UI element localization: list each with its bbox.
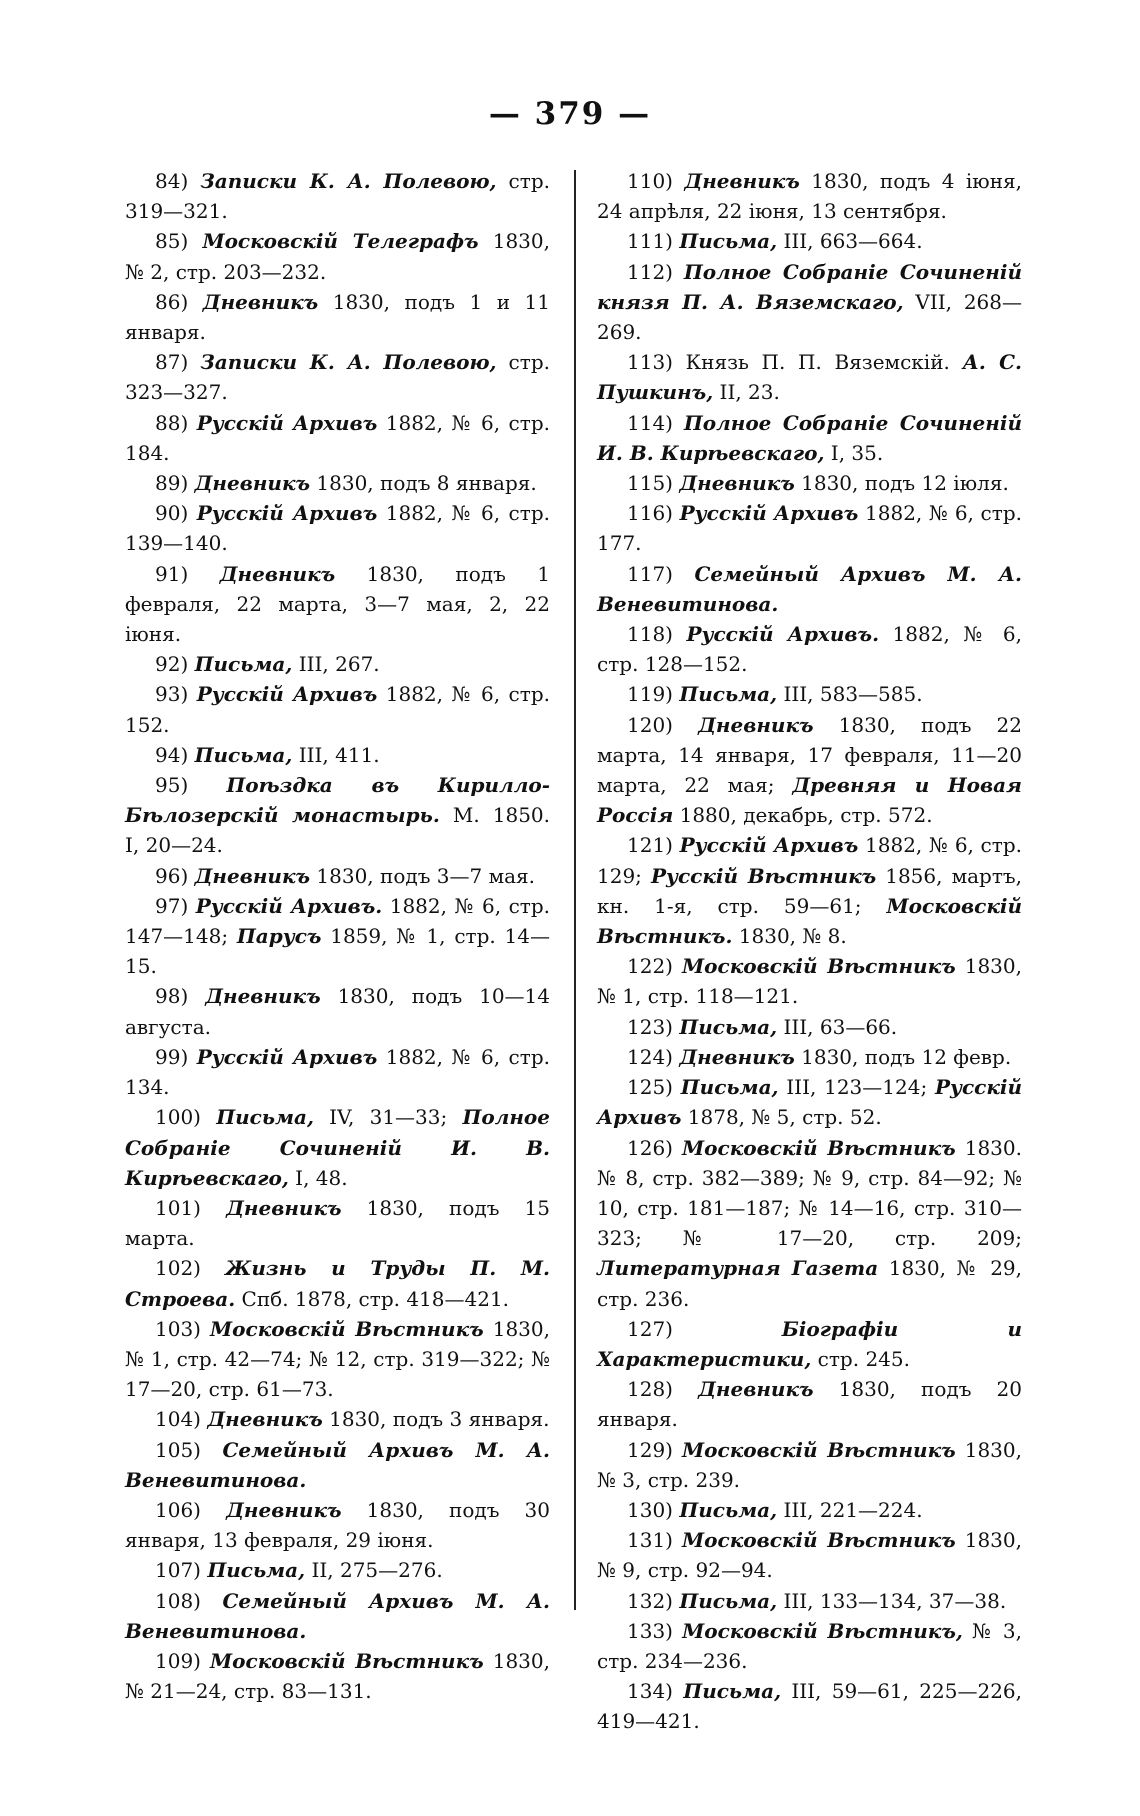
footnote-text: III, 411. [292, 742, 380, 767]
footnote [597, 408, 1022, 468]
footnote-number: 127) [627, 1316, 782, 1341]
footnote-text: № 3, стр. 234—236. [597, 1618, 1022, 1673]
footnote-text: 1830, подъ 22 марта, 14 января, 17 февраля, 11—20 марта, 22 мая; [597, 712, 1023, 798]
footnote [125, 1586, 550, 1646]
footnote-title: Дневникъ [205, 984, 321, 1009]
footnote-number: 92) [155, 652, 195, 677]
footnote [597, 498, 1022, 558]
footnote-title: Русскій Архивъ [196, 1044, 378, 1069]
footnote-number: 124) [627, 1044, 680, 1069]
footnote [597, 1616, 1022, 1676]
footnote-text: 1830, подъ 12 іюля. [794, 471, 1009, 496]
footnote-title: А. С. Пушкинъ, [597, 350, 1022, 405]
footnote-text: I, 35. [824, 440, 884, 465]
footnote-number: 118) [627, 622, 687, 647]
footnote-title: Письма, [679, 1588, 778, 1613]
footnote-number: 130) [627, 1497, 680, 1522]
footnote [597, 679, 1022, 709]
footnote-number: 117) [627, 561, 695, 586]
footnote-number: 103) [155, 1316, 211, 1341]
footnote-text: III, 123—124; [778, 1075, 935, 1100]
footnote-text: 1830, подъ 20 января. [597, 1377, 1023, 1432]
footnote-text: 1830, подъ 10—14 августа. [125, 984, 551, 1039]
footnote-title: Письма, [679, 1014, 778, 1039]
footnote [597, 1314, 1022, 1374]
footnote-text: М. 1850. I, 20—24. [125, 803, 550, 858]
footnote-title: Дневникъ [698, 712, 814, 737]
footnote-text: III, 59—61, 225—226, 419—421. [597, 1679, 1022, 1734]
footnote-text: стр. 319—321. [125, 169, 550, 224]
footnote-title: Русскій Архивъ [597, 1075, 1022, 1130]
footnote-number: 102) [155, 1256, 226, 1281]
footnote-title: Семейный Архивъ М. А. Веневитинова. [597, 561, 1022, 616]
footnote-title: Древняя и Новая Россія [597, 773, 1022, 828]
footnote-text: III, 663—664. [777, 229, 923, 254]
footnote [597, 468, 1022, 498]
footnote-text: Князь П. П. Вяземскій. [685, 350, 963, 375]
footnote [125, 166, 550, 226]
footnote-text: IV, 31—33; [313, 1105, 463, 1130]
footnote-title: Дневникъ [684, 169, 800, 193]
footnote-number: 132) [627, 1588, 680, 1613]
footnote-title: Русскій Архивъ [679, 833, 859, 858]
footnote [597, 1012, 1022, 1042]
footnote-number: 114) [627, 410, 684, 435]
footnote-title: Полное Собраніе Сочиненій князя П. А. Вяземскаго, [597, 259, 1022, 314]
footnote-title: Дневникъ [698, 1377, 814, 1402]
footnote-text: 1830, подъ 30 января, 13 февраля, 29 іюня. [125, 1497, 551, 1553]
footnote-title: Письма, [679, 682, 778, 707]
footnote-text: 1830, № 1, стр. 118—121. [597, 954, 1022, 1009]
footnote-title: Дневникъ [226, 1195, 342, 1220]
footnote-title: Письма, [683, 1679, 782, 1704]
footnote-title: Дневникъ [194, 471, 311, 496]
footnote-number: 125) [627, 1075, 681, 1100]
footnote-number: 90) [155, 501, 197, 526]
footnote-title: Письма, [207, 1558, 306, 1583]
footnote [125, 468, 550, 498]
footnote-text: III, 63—66. [777, 1014, 898, 1039]
footnote [125, 679, 550, 739]
footnote-number: 101) [155, 1195, 227, 1220]
footnote-title: Московскій Вѣстникъ, [682, 1618, 963, 1643]
footnote-title: Парусъ [236, 924, 322, 949]
footnote-text: 1830, подъ 3 января. [322, 1407, 550, 1432]
footnote-title: Письма, [216, 1105, 314, 1130]
footnote-number: 86) [155, 289, 203, 314]
footnote [125, 1646, 550, 1706]
footnote-text: 1882, № 6, стр. 129; [597, 833, 1022, 888]
footnote-title: Письма, [679, 229, 778, 254]
footnote-text: 1882, № 6, стр. 147—148; [125, 893, 551, 949]
footnote [125, 1042, 550, 1102]
footnote-text: 1880, декабрь, стр. 572. [673, 803, 933, 828]
footnote-number: 126) [627, 1135, 683, 1160]
footnote-number: 111) [627, 229, 680, 254]
footnote [597, 347, 1022, 407]
footnote [125, 861, 550, 891]
footnote-number: 100) [155, 1105, 217, 1130]
footnote [125, 1102, 550, 1193]
footnote-title: Русскій Архивъ. [195, 893, 383, 918]
footnote-title: Русскій Вѣстникъ [651, 863, 877, 888]
footnote [597, 1042, 1022, 1072]
footnote-text: 1830, подъ 1 и 11 января. [125, 289, 550, 345]
footnote [597, 1495, 1022, 1525]
footnote-number: 85) [155, 229, 203, 254]
footnote-text: 1830. № 8, стр. 382—389; № 9, стр. 84—92; № 10, стр. 181—187; № 14—16, стр. 310—323; № 17—20, стр. 209; [597, 1135, 1022, 1251]
footnote-title: Письма, [679, 1497, 778, 1522]
footnote-text: стр. 323—327. [125, 350, 550, 405]
footnote [125, 408, 550, 468]
footnote-text: 1859, № 1, стр. 14—15. [125, 924, 550, 979]
footnote-text: 1830, № 21—24, стр. 83—131. [125, 1648, 550, 1704]
footnote [125, 226, 550, 286]
footnote-number: 94) [155, 742, 195, 767]
footnote [125, 559, 550, 650]
footnote-text: 1830, № 9, стр. 92—94. [597, 1528, 1022, 1583]
footnote-text: 1882, № 6, стр. 177. [597, 501, 1022, 556]
footnote-title: Письма, [680, 1075, 779, 1100]
footnote [597, 226, 1022, 256]
footnote-title: Дневникъ [219, 561, 336, 586]
footnote-title: Русскій Архивъ. [686, 622, 880, 647]
footnote-number: 95) [155, 773, 227, 798]
footnote-title: Дневникъ [226, 1497, 342, 1522]
footnote-text: III, 583—585. [777, 682, 923, 707]
footnote-title: Письма, [194, 742, 293, 767]
footnote-title: Дневникъ [202, 289, 319, 314]
footnote [597, 257, 1022, 348]
footnote [125, 1193, 550, 1253]
footnote-text: 1830, подъ 1 февраля, 22 марта, 3—7 мая, 2, 22 іюня. [125, 561, 550, 647]
footnote-title: Семейный Архивъ М. А. Веневитинова. [125, 1588, 550, 1643]
footnote-title: Русскій Архивъ [196, 501, 378, 526]
footnote-text: 1830, подъ 4 іюня, 24 апрѣля, 22 іюня, 13 сентября. [597, 169, 1022, 224]
footnote-text: 1856, мартъ, кн. 1-я, стр. 59—61; [597, 863, 1022, 918]
footnote [597, 830, 1022, 951]
footnote-number: 98) [155, 984, 206, 1009]
footnote-number: 120) [627, 712, 699, 737]
footnote-title: Московскій Вѣстникъ [682, 1135, 956, 1160]
footnote-number: 105) [155, 1437, 223, 1462]
footnote-text: III, 133—134, 37—38. [777, 1588, 1007, 1613]
footnote-number: 93) [155, 682, 197, 707]
footnote-number: 112) [627, 259, 684, 284]
footnote [125, 287, 550, 347]
footnote-number: 128) [627, 1377, 699, 1402]
footnote-title: Московскій Вѣстникъ [682, 1528, 956, 1553]
footnote-number: 122) [627, 954, 683, 979]
footnote-number: 108) [155, 1588, 223, 1613]
footnote-title: Дневникъ [207, 1407, 323, 1432]
footnote [597, 166, 1022, 226]
footnote [125, 1495, 550, 1555]
footnote-text: Спб. 1878, стр. 418—421. [235, 1286, 510, 1311]
column-divider [574, 170, 576, 1610]
footnote-title: Записки К. А. Полевою, [200, 350, 497, 375]
footnote [597, 1435, 1022, 1495]
footnote [125, 1404, 550, 1434]
footnote-text: III, 267. [292, 652, 380, 677]
footnote-title: Записки К. А. Полевою, [200, 169, 497, 193]
footnote [597, 1374, 1022, 1434]
footnote-title: Московскій Вѣстникъ [210, 1316, 484, 1341]
footnote-title: Русскій Архивъ [679, 501, 859, 526]
footnote-title: Русскій Архивъ [196, 410, 378, 435]
footnote-number: 87) [155, 350, 201, 375]
footnote-text: 1882, № 6, стр. 128—152. [597, 622, 1022, 677]
footnote-text: 1830, подъ 3—7 мая. [310, 863, 536, 888]
footnote-title: Семейный Архивъ М. А. Веневитинова. [125, 1437, 550, 1492]
footnote-text: 1830, подъ 12 февр. [794, 1044, 1012, 1069]
footnote-title: Дневникъ [194, 863, 311, 888]
footnote [597, 951, 1022, 1011]
footnote-number: 133) [627, 1618, 683, 1643]
footnote-number: 91) [155, 561, 220, 586]
footnote [125, 1253, 550, 1313]
footnote-number: 129) [627, 1437, 683, 1462]
footnote-number: 106) [155, 1497, 227, 1522]
footnote-title: Жизнь и Труды П. М. Строева. [125, 1256, 550, 1311]
footnote-title: Полное Собраніе Сочиненій И. В. Кирѣевскаго, [125, 1105, 550, 1190]
footnote-title: Русскій Архивъ [196, 682, 378, 707]
footnote-number: 131) [627, 1528, 683, 1553]
footnote-text: 1830, № 29, стр. 236. [597, 1256, 1023, 1311]
footnote [597, 710, 1022, 831]
footnote-text: VII, 268—269. [597, 289, 1022, 345]
footnote [597, 1072, 1022, 1132]
footnote-title: Литературная Газета [597, 1256, 879, 1281]
footnote [125, 1435, 550, 1495]
footnote-text: 1830, № 2, стр. 203—232. [125, 229, 550, 284]
footnote-title: Дневникъ [679, 1044, 795, 1069]
footnote-text: II, 23. [713, 380, 780, 405]
left-column [125, 166, 550, 1706]
footnote-text: 1830, подъ 8 января. [310, 471, 537, 496]
footnote [597, 619, 1022, 679]
footnote [125, 1555, 550, 1585]
footnote-number: 99) [155, 1044, 197, 1069]
footnote-number: 110) [627, 169, 685, 193]
footnote-title: Московскій Вѣстникъ [210, 1648, 484, 1673]
footnote-number: 97) [155, 893, 196, 918]
footnote [125, 347, 550, 407]
footnote [125, 498, 550, 558]
footnote-text: III, 221—224. [777, 1497, 923, 1522]
footnote-text: 1830, № 8. [732, 924, 847, 949]
footnote-title: Полное Собраніе Сочиненій И. В. Кирѣевскаго, [597, 410, 1022, 465]
footnote-text: 1882, № 6, стр. 134. [125, 1044, 550, 1100]
footnote-number: 113) [627, 350, 686, 375]
footnote-number: 119) [627, 682, 680, 707]
footnote [597, 1676, 1022, 1736]
footnote-number: 104) [155, 1407, 208, 1432]
footnote-number: 123) [627, 1014, 680, 1039]
footnote [597, 559, 1022, 619]
footnote-number: 109) [155, 1648, 211, 1673]
footnote-text: II, 275—276. [305, 1558, 443, 1583]
footnote-title: Дневникъ [679, 471, 795, 496]
footnote-number: 134) [627, 1679, 684, 1704]
footnote-text: 1882, № 6, стр. 184. [125, 410, 550, 465]
footnote [597, 1586, 1022, 1616]
footnote [597, 1133, 1022, 1314]
footnote-text: 1830, № 1, стр. 42—74; № 12, стр. 319—322; № 17—20, стр. 61—73. [125, 1316, 550, 1402]
footnote-title: Московскій Вѣстникъ [682, 1437, 956, 1462]
page-number: — 379 — [488, 96, 652, 132]
footnote-number: 115) [627, 471, 680, 496]
footnote-number: 121) [627, 833, 680, 858]
footnote-text: 1830, № 3, стр. 239. [597, 1437, 1022, 1492]
footnote-number: 107) [155, 1558, 208, 1583]
footnote-text: стр. 245. [811, 1346, 910, 1371]
footnote-title: Московскій Вѣстникъ. [597, 893, 1022, 949]
footnote-text: I, 48. [288, 1165, 348, 1190]
footnote-number: 84) [155, 169, 201, 193]
footnote [597, 1525, 1022, 1585]
footnote-number: 116) [627, 501, 680, 526]
footnote-title: Біографіи и Характеристики, [597, 1316, 1022, 1371]
right-column [597, 166, 1022, 1737]
footnote-title: Поѣздка въ Кирилло-Бѣлозерскій монастырь. [125, 773, 550, 828]
footnote-title: Письма, [194, 652, 293, 677]
footnote-title: Московскій Вѣстникъ [682, 954, 956, 979]
footnote-text: 1882, № 6, стр. 152. [125, 682, 550, 737]
footnote [125, 770, 550, 861]
footnote [125, 1314, 550, 1405]
footnote-text: 1878, № 5, стр. 52. [681, 1105, 882, 1130]
footnote [125, 649, 550, 679]
footnote-text: 1882, № 6, стр. 139—140. [125, 501, 550, 556]
footnote [125, 740, 550, 770]
footnote-title: Московскій Телеграфъ [202, 229, 479, 254]
footnote-number: 89) [155, 471, 195, 496]
footnote [125, 891, 550, 982]
footnote [125, 981, 550, 1041]
footnote-number: 88) [155, 410, 197, 435]
footnote-text: 1830, подъ 15 марта. [125, 1195, 551, 1251]
footnote-number: 96) [155, 863, 195, 888]
